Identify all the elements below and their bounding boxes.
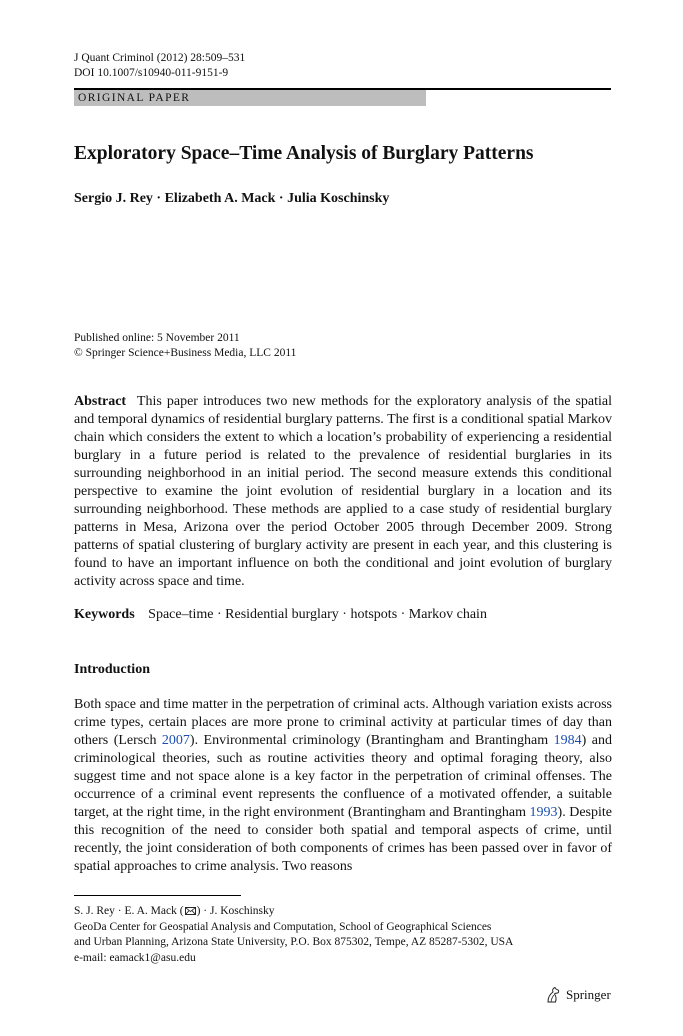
intro-text: Both space and time matter in the perpetration of criminal acts. Although variation exists across crime types, certain places are more prone to criminal activity at particular times of day than others (Lersch bbox=[74, 697, 612, 748]
author-list: Sergio J. Rey · Elizabeth A. Mack · Julia Koschinsky bbox=[74, 191, 390, 206]
abstract-text: This paper introduces two new methods for the exploratory analysis of the spatial and temporal dynamics of residential burglary patterns. The first is a conditional spatial Markov chain which considers the extent to which a location’s probability of experiencing a residential burglary in a future period is related to the prevalence of residential burglaries in its surrounding neighborhood in an initial period. The second measure extends this conditional perspective to examine the joint evolution of residential burglary in a location and its surrounding neighborhood. These methods are applied to a case study of residential burglary patterns in Mesa, Arizona over the period October 2005 through December 2009. Strong patterns of spatial clustering of burglary activity are present in each year, and this clustering is found to have an important influence on both the conditional and joint evolution of burglary activity across space and time. bbox=[74, 394, 613, 589]
intro-text: ) and criminological theories, such as routine activities theory and optimal foraging theory, also suggest time and not space alone is a key factor in the perpetration of criminal offenses. The occurrence of a criminal event represents the confluence of a motivated offender, a suitable target, at the right time, in the right environment (Brantingham and Brantingham bbox=[74, 733, 612, 820]
publisher-name: Springer bbox=[566, 987, 611, 1002]
intro-text: ). Environmental criminology (Brantingham and Brantingham bbox=[189, 733, 554, 748]
publisher-logo bbox=[544, 986, 611, 1004]
publication-info bbox=[74, 331, 296, 361]
abstract-label: Abstract bbox=[74, 394, 127, 409]
article-title: Exploratory Space–Time Analysis of Burglary Patterns bbox=[74, 143, 534, 164]
section-label: ORIGINAL PAPER bbox=[78, 92, 191, 104]
footnote-authors-suffix: ) · J. Koschinsky bbox=[196, 905, 275, 917]
introduction-paragraph bbox=[74, 696, 612, 876]
footnote-authors-prefix: S. J. Rey · E. A. Mack ( bbox=[74, 905, 184, 917]
intro-text: ). Despite this recognition of the need to consider both spatial and temporal aspects of crime, until recently, the joint consideration of both components of crimes has been passed over in favor of spatial approaches to crime analysis. Two reasons bbox=[74, 805, 612, 874]
affiliation-line: GeoDa Center for Geospatial Analysis and Computation, School of Geographical Sciences bbox=[74, 920, 492, 933]
springer-horse-icon bbox=[544, 986, 562, 1004]
citation-link[interactable]: 2007 bbox=[161, 733, 190, 748]
section-heading-introduction: Introduction bbox=[74, 662, 150, 677]
keywords-text: Space–time · Residential burglary · hotspots · Markov chain bbox=[148, 607, 487, 622]
copyright: © Springer Science+Business Media, LLC 2011 bbox=[74, 347, 297, 359]
citation-link[interactable]: 1984 bbox=[553, 733, 582, 748]
citation-link[interactable]: 1993 bbox=[529, 805, 558, 820]
footnote-authors bbox=[74, 904, 513, 920]
doi: DOI 10.1007/s10940-011-9151-9 bbox=[74, 67, 229, 79]
journal-citation: J Quant Criminol (2012) 28:509–531 bbox=[74, 52, 246, 64]
keywords-label: Keywords bbox=[74, 607, 135, 622]
published-date: Published online: 5 November 2011 bbox=[74, 332, 240, 344]
footnote bbox=[74, 904, 513, 966]
keywords bbox=[74, 607, 487, 623]
journal-header bbox=[74, 51, 245, 81]
envelope-icon bbox=[185, 907, 196, 915]
footnote-rule bbox=[74, 895, 241, 896]
affiliation-line: and Urban Planning, Arizona State University, P.O. Box 875302, Tempe, AZ 85287-5302, USA bbox=[74, 936, 514, 948]
corresponding-email[interactable]: e-mail: eamack1@asu.edu bbox=[74, 951, 196, 964]
abstract bbox=[74, 393, 612, 591]
